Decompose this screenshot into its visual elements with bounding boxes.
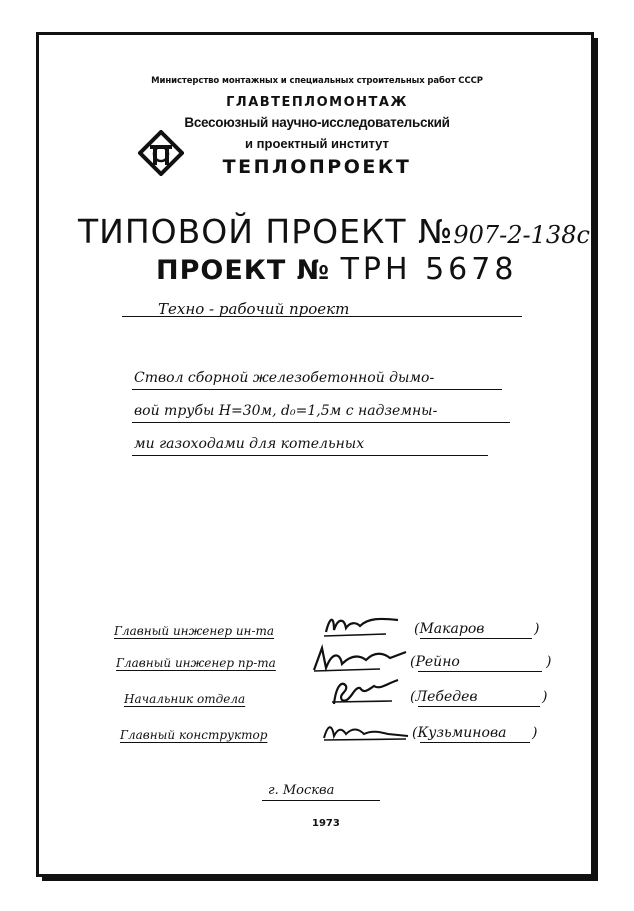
signature-name-3: (Лебедев: [410, 689, 478, 705]
project-title: [156, 252, 517, 287]
signer-name-1: Макаров: [419, 621, 485, 637]
signature-mark-4: [320, 718, 410, 744]
signature-role-1: Главный инженер ин-та: [114, 624, 275, 638]
signature-close-4: ): [532, 725, 538, 741]
ministry-name: Министерство монтажных и специальных строительных работ СССР: [151, 76, 483, 86]
description-underline-3: [132, 455, 488, 456]
institute-name: ТЕПЛОПРОЕКТ: [222, 156, 412, 178]
description-line-1: Ствол сборной железобетонной дымо-: [134, 370, 435, 386]
institute-line-2: и проектный институт: [245, 136, 389, 151]
signature-name-1: (Макаров: [414, 621, 485, 637]
signature-role-2: Главный инженер пр-та: [116, 656, 276, 670]
description-line-3: ми газоходами для котельных: [134, 436, 365, 452]
signature-role-3: Начальник отдела: [124, 692, 246, 706]
signature-close-1: ): [534, 621, 540, 637]
signature-name-underline-2: [418, 671, 542, 672]
signature-name-underline-3: [418, 706, 540, 707]
signature-name-4: (Кузьминова: [412, 725, 507, 741]
signature-role-4: Главный конструктор: [120, 728, 268, 742]
description-underline-1: [132, 389, 502, 390]
year: 1973: [312, 818, 340, 829]
signature-mark-3: [328, 676, 408, 708]
typical-project-title: [78, 212, 590, 251]
description-line-2: вой трубы Н=30м, d₀=1,5м с надземны-: [134, 403, 438, 419]
signer-name-2: Рейно: [415, 654, 460, 670]
typical-project-number: 907-2-138с: [453, 221, 590, 249]
project-type: Техно - рабочий проект: [158, 300, 350, 318]
description-underline-2: [132, 422, 510, 423]
signature-mark-2: [310, 644, 410, 674]
glavk-name: ГЛАВТЕПЛОМОНТАЖ: [226, 95, 408, 110]
city-underline: [262, 800, 380, 801]
signer-name-3: Лебедев: [415, 689, 478, 705]
project-label: ПРОЕКТ №: [156, 255, 331, 286]
signer-name-4: Кузьминова: [417, 725, 507, 741]
signature-close-3: ): [542, 689, 548, 705]
signature-close-2: ): [546, 654, 552, 670]
institute-line-1: Всесоюзный научно-исследовательский: [184, 115, 450, 130]
teploproekt-logo-icon: [138, 130, 184, 176]
signature-name-2: (Рейно: [410, 654, 460, 670]
signature-name-underline-1: [420, 638, 532, 639]
city: г. Москва: [268, 783, 335, 798]
typical-project-label: ТИПОВОЙ ПРОЕКТ №: [78, 212, 454, 251]
signature-name-underline-4: [420, 742, 530, 743]
signature-mark-1: [320, 612, 402, 640]
project-code: ТРН 5678: [340, 252, 518, 287]
project-type-underline: [122, 316, 522, 317]
